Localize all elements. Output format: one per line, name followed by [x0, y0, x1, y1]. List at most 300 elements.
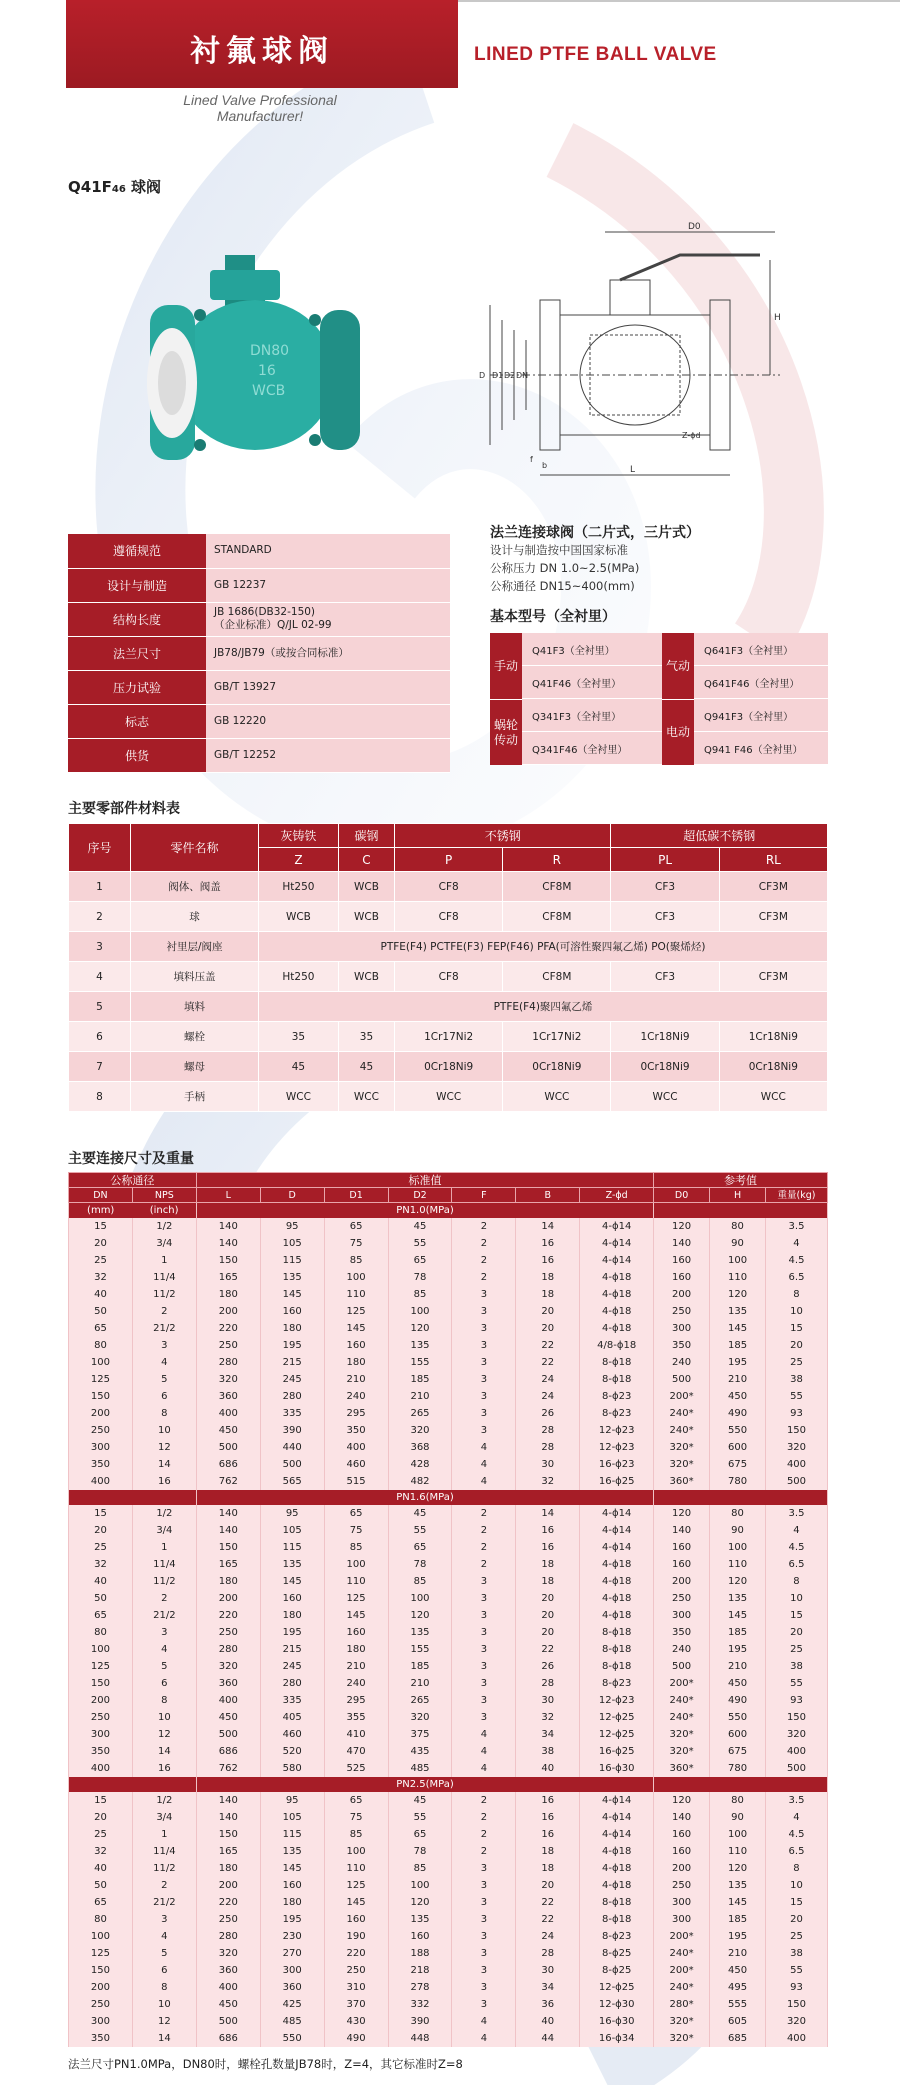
dims-cell: 4-ϕ18 — [580, 1303, 654, 1320]
spec-key: 压力试验 — [68, 670, 206, 704]
dims-cell: 565 — [260, 1473, 324, 1490]
materials-cell: WCB — [338, 902, 394, 932]
dims-cell: 120 — [710, 1860, 766, 1877]
dims-cell: 93 — [765, 1692, 827, 1709]
dims-row — [69, 1607, 828, 1624]
materials-cell: 1Cr17Ni2 — [503, 1022, 611, 1052]
dims-cell: 20 — [516, 1877, 580, 1894]
dims-cell: 240* — [654, 1945, 710, 1962]
dims-cell: 16 — [516, 1809, 580, 1826]
type-cell: Q641F3（全衬里） — [694, 633, 828, 666]
dims-cell: 450 — [710, 1675, 766, 1692]
svg-text:H: H — [774, 313, 781, 323]
dims-cell: 140 — [196, 1792, 260, 1809]
dims-cell: 8-ϕ25 — [580, 1962, 654, 1979]
dims-cell: 80 — [69, 1911, 133, 1928]
model-suffix: 球阀 — [125, 178, 162, 196]
materials-cell: WCB — [338, 962, 394, 992]
dims-cell: 210 — [710, 1658, 766, 1675]
dims-cell: 4-ϕ14 — [580, 1809, 654, 1826]
dims-cell: 195 — [260, 1624, 324, 1641]
materials-cell: CF8 — [395, 872, 503, 902]
band-spacer — [69, 1203, 197, 1219]
dims-cell: 16-ϕ23 — [580, 1456, 654, 1473]
header-rule — [458, 0, 900, 2]
dims-cell: 160 — [260, 1590, 324, 1607]
materials-cell: CF8M — [503, 872, 611, 902]
dims-cell: 2 — [452, 1269, 516, 1286]
dims-cell: 160 — [654, 1252, 710, 1269]
materials-row — [69, 932, 828, 962]
dims-row — [69, 1743, 828, 1760]
dims-cell: 3 — [452, 1286, 516, 1303]
dims-row — [69, 1860, 828, 1877]
dims-cell: 3 — [452, 1860, 516, 1877]
dims-cell: 320* — [654, 1726, 710, 1743]
dims-cell: 4-ϕ14 — [580, 1792, 654, 1809]
dims-cell: 4 — [132, 1354, 196, 1371]
dims-cell: 240* — [654, 1405, 710, 1422]
dims-cell: 200 — [196, 1590, 260, 1607]
dims-cell: 265 — [388, 1405, 452, 1422]
dims-cell: 120 — [388, 1894, 452, 1911]
dims-cell: 145 — [324, 1894, 388, 1911]
dims-cell: 6 — [132, 1962, 196, 1979]
dims-cell: 20 — [765, 1911, 827, 1928]
materials-title: 主要零部件材料表 — [68, 801, 180, 817]
dims-cell: 450 — [196, 1709, 260, 1726]
dims-cell: 90 — [710, 1522, 766, 1539]
flange-valve-title: 法兰连接球阀（二片式，三片式） — [490, 525, 700, 541]
dims-cell: 320 — [196, 1945, 260, 1962]
dims-cell: 120 — [654, 1218, 710, 1235]
dims-cell: 40 — [516, 1760, 580, 1777]
model-prefix: Q41F — [68, 178, 112, 196]
dims-cell: 4 — [132, 1928, 196, 1945]
dims-cell: 8-ϕ18 — [580, 1624, 654, 1641]
dims-cell: 8 — [765, 1860, 827, 1877]
dims-cell: 350 — [69, 1743, 133, 1760]
dims-cell: 250 — [196, 1624, 260, 1641]
dims-cell: 4-ϕ14 — [580, 1505, 654, 1522]
dims-cell: 180 — [260, 1894, 324, 1911]
dims-cell: 145 — [324, 1320, 388, 1337]
svg-text:b: b — [542, 461, 548, 470]
dims-cell: 65 — [324, 1792, 388, 1809]
dims-cell: 3 — [452, 1692, 516, 1709]
col-header: 不锈钢 — [395, 824, 611, 848]
type-cell: Q941F3（全衬里） — [694, 699, 828, 732]
dims-header-standard: 标准值 — [196, 1173, 653, 1188]
materials-cell: WCC — [611, 1082, 719, 1112]
dims-cell: 16 — [516, 1826, 580, 1843]
dims-cell: 320* — [654, 2013, 710, 2030]
dims-cell: 22 — [516, 1641, 580, 1658]
dims-cell: 65 — [388, 1539, 452, 1556]
dims-row — [69, 1675, 828, 1692]
dims-row — [69, 1456, 828, 1473]
type-cell: Q341F46（全衬里） — [522, 732, 662, 765]
dims-cell: 210 — [324, 1658, 388, 1675]
spec-value: JB78/JB79（或按合同标准） — [206, 636, 450, 670]
dims-cell: 400 — [69, 1473, 133, 1490]
dims-cell: 125 — [69, 1371, 133, 1388]
tagline-line-2: Manufacturer! — [216, 108, 304, 124]
spec-row — [68, 602, 450, 636]
dims-cell: 25 — [765, 1354, 827, 1371]
materials-cell: 螺母 — [131, 1052, 259, 1082]
dims-col: B — [516, 1188, 580, 1203]
dims-cell: 135 — [710, 1877, 766, 1894]
dims-cell: 500 — [196, 1439, 260, 1456]
dims-cell: 300 — [654, 1911, 710, 1928]
dims-cell: 3 — [452, 1996, 516, 2013]
dims-title: 主要连接尺寸及重量 — [68, 1151, 194, 1167]
dims-cell: 5 — [132, 1658, 196, 1675]
dims-row — [69, 1473, 828, 1490]
worm-label-line-2: 传动 — [493, 732, 518, 747]
valve-product-image — [130, 245, 390, 475]
dims-header-row — [69, 1173, 828, 1188]
dims-cell: 240 — [324, 1675, 388, 1692]
dims-cell: 160 — [654, 1269, 710, 1286]
dims-ref-col: D0 — [654, 1188, 710, 1203]
dims-cell: 110 — [324, 1286, 388, 1303]
materials-row — [69, 1022, 828, 1052]
dims-cell: 30 — [516, 1962, 580, 1979]
dims-cell: 5 — [132, 1945, 196, 1962]
dims-row — [69, 1388, 828, 1405]
dims-cell: 38 — [516, 1743, 580, 1760]
dims-cell: 440 — [260, 1439, 324, 1456]
dims-cell: 80 — [69, 1337, 133, 1354]
col-code: C — [338, 848, 394, 872]
col-header: 灰铸铁 — [259, 824, 339, 848]
materials-cell: CF8 — [395, 902, 503, 932]
dims-cell: 355 — [324, 1709, 388, 1726]
dims-cell: 240 — [654, 1354, 710, 1371]
spec-row — [68, 704, 450, 738]
dims-header-dn-unit: (mm) — [87, 1205, 115, 1216]
dims-cell: 500 — [260, 1456, 324, 1473]
dims-row — [69, 1269, 828, 1286]
dims-row — [69, 1962, 828, 1979]
dims-cell: 150 — [69, 1675, 133, 1692]
dims-cell: 80 — [710, 1218, 766, 1235]
dims-cell: 180 — [196, 1286, 260, 1303]
dims-row — [69, 1235, 828, 1252]
dims-cell: 4-ϕ18 — [580, 1843, 654, 1860]
dims-cell: 4-ϕ14 — [580, 1539, 654, 1556]
dims-cell: 320* — [654, 2030, 710, 2047]
dims-cell: 115 — [260, 1826, 324, 1843]
materials-cell: WCC — [719, 1082, 827, 1112]
dims-row — [69, 1539, 828, 1556]
dims-cell: 28 — [516, 1675, 580, 1692]
dims-cell: 780 — [710, 1473, 766, 1490]
materials-cell: 1Cr18Ni9 — [719, 1022, 827, 1052]
col-code: PL — [611, 848, 719, 872]
dims-cell: 8 — [132, 1405, 196, 1422]
dims-cell: 390 — [260, 1422, 324, 1439]
dims-cell: 180 — [196, 1860, 260, 1877]
dims-cell: 500 — [765, 1760, 827, 1777]
dims-row — [69, 1911, 828, 1928]
dims-row — [69, 1303, 828, 1320]
materials-cell: 45 — [259, 1052, 339, 1082]
dims-cell: 140 — [196, 1505, 260, 1522]
dims-cell: 16-ϕ25 — [580, 1473, 654, 1490]
dims-cell: 85 — [388, 1860, 452, 1877]
dims-cell: 185 — [388, 1658, 452, 1675]
dims-cell: 4-ϕ18 — [580, 1269, 654, 1286]
dims-cell: 165 — [196, 1843, 260, 1860]
spec-key: 供货 — [68, 738, 206, 772]
materials-cell: CF3 — [611, 872, 719, 902]
dims-cell: 135 — [388, 1911, 452, 1928]
dims-cell: 320* — [654, 1743, 710, 1760]
dims-cell: 240 — [324, 1388, 388, 1405]
dims-cell: 160 — [324, 1337, 388, 1354]
dims-cell: 2 — [132, 1303, 196, 1320]
dims-row — [69, 1218, 828, 1235]
dims-cell: 12-ϕ25 — [580, 1709, 654, 1726]
dims-cell: 1/2 — [132, 1218, 196, 1235]
dims-row — [69, 1371, 828, 1388]
dims-cell: 12 — [132, 1726, 196, 1743]
dims-cell: 185 — [710, 1624, 766, 1641]
dims-cell: 250 — [654, 1303, 710, 1320]
dims-cell: 210 — [324, 1371, 388, 1388]
dims-cell: 2 — [452, 1826, 516, 1843]
materials-cell: CF3 — [611, 902, 719, 932]
spec-key: 结构长度 — [68, 602, 206, 636]
dims-body — [69, 1203, 828, 2048]
dims-cell: 4 — [452, 1760, 516, 1777]
dims-cell: 110 — [710, 1556, 766, 1573]
materials-cell: WCB — [259, 902, 339, 932]
dims-cell: 3 — [452, 1337, 516, 1354]
dims-cell: 10 — [132, 1709, 196, 1726]
dims-cell: 3 — [452, 1303, 516, 1320]
dims-row — [69, 1792, 828, 1809]
dims-cell: 200 — [196, 1877, 260, 1894]
dims-cell: 280 — [260, 1388, 324, 1405]
dims-row — [69, 1337, 828, 1354]
dims-ref-col: H — [710, 1188, 766, 1203]
dims-cell: 3 — [452, 1709, 516, 1726]
dims-cell: 16 — [516, 1235, 580, 1252]
dims-cell: 105 — [260, 1809, 324, 1826]
dims-cell: 140 — [654, 1522, 710, 1539]
dims-cell: 160 — [324, 1624, 388, 1641]
svg-text:D2: D2 — [504, 371, 516, 380]
worm-label-line-1: 蜗轮 — [493, 717, 518, 732]
dims-cell: 350 — [654, 1624, 710, 1641]
dims-cell: 15 — [69, 1505, 133, 1522]
dims-row — [69, 1320, 828, 1337]
dims-cell: 485 — [260, 2013, 324, 2030]
dims-cell: 360 — [196, 1675, 260, 1692]
dims-cell: 3 — [452, 1573, 516, 1590]
dims-cell: 100 — [69, 1928, 133, 1945]
pressure-band-label: PN2.5(MPa) — [196, 1777, 653, 1792]
dims-cell: 100 — [324, 1843, 388, 1860]
dims-cell: 20 — [516, 1607, 580, 1624]
dims-row — [69, 1573, 828, 1590]
materials-cell: WCC — [259, 1082, 339, 1112]
dims-cell: 14 — [516, 1505, 580, 1522]
dims-cell: 125 — [324, 1590, 388, 1607]
dims-cell: 165 — [196, 1269, 260, 1286]
dims-row — [69, 1726, 828, 1743]
dims-cell: 38 — [765, 1371, 827, 1388]
dims-cell: 105 — [260, 1235, 324, 1252]
dims-cell: 495 — [710, 1979, 766, 1996]
materials-cell: 0Cr18Ni9 — [611, 1052, 719, 1082]
dims-cell: 450 — [710, 1962, 766, 1979]
dims-cell: 245 — [260, 1371, 324, 1388]
dims-cell: 215 — [260, 1354, 324, 1371]
dims-cell: 18 — [516, 1556, 580, 1573]
materials-cell: 手柄 — [131, 1082, 259, 1112]
dims-header-row — [69, 1188, 828, 1203]
dims-cell: 20 — [765, 1624, 827, 1641]
dims-cell: 685 — [710, 2030, 766, 2047]
dims-cell: 120 — [654, 1792, 710, 1809]
dims-cell: 200 — [69, 1979, 133, 1996]
dims-cell: 135 — [388, 1337, 452, 1354]
dims-cell: 160 — [654, 1826, 710, 1843]
header-tagline — [160, 92, 360, 124]
dims-cell: 145 — [324, 1607, 388, 1624]
dims-row — [69, 2030, 828, 2047]
dims-cell: 30 — [516, 1456, 580, 1473]
dims-cell: 3 — [452, 1607, 516, 1624]
type-cell: Q41F46（全衬里） — [522, 666, 662, 699]
dims-cell: 110 — [710, 1843, 766, 1860]
dims-cell: 20 — [516, 1303, 580, 1320]
dims-cell: 125 — [69, 1658, 133, 1675]
dims-cell: 6.5 — [765, 1556, 827, 1573]
dims-cell: 4-ϕ18 — [580, 1860, 654, 1877]
dims-cell: 300 — [654, 1607, 710, 1624]
dims-cell: 50 — [69, 1877, 133, 1894]
dims-cell: 218 — [388, 1962, 452, 1979]
svg-text:16: 16 — [258, 363, 276, 379]
dims-row — [69, 1405, 828, 1422]
materials-cell: CF3 — [611, 962, 719, 992]
dims-cell: 3 — [452, 1590, 516, 1607]
dims-col: D1 — [324, 1188, 388, 1203]
svg-text:f: f — [530, 455, 533, 464]
dims-cell: 4 — [452, 2030, 516, 2047]
dims-row — [69, 1556, 828, 1573]
dims-cell: 4-ϕ18 — [580, 1877, 654, 1894]
dims-cell: 3 — [452, 1979, 516, 1996]
dims-cell: 15 — [765, 1894, 827, 1911]
dims-cell: 8-ϕ18 — [580, 1354, 654, 1371]
dims-cell: 16-ϕ30 — [580, 2013, 654, 2030]
dims-cell: 250 — [324, 1962, 388, 1979]
dims-cell: 20 — [765, 1337, 827, 1354]
dims-cell: 65 — [324, 1218, 388, 1235]
dims-cell: 400 — [196, 1979, 260, 1996]
dims-cell: 195 — [710, 1354, 766, 1371]
materials-row — [69, 1052, 828, 1082]
col-header: 超低碳不锈钢 — [611, 824, 828, 848]
dims-cell: 110 — [324, 1573, 388, 1590]
dims-cell: 375 — [388, 1726, 452, 1743]
dims-cell: 520 — [260, 1743, 324, 1760]
dims-cell: 320 — [196, 1658, 260, 1675]
dims-cell: 1/2 — [132, 1792, 196, 1809]
dims-cell: 600 — [710, 1726, 766, 1743]
dims-cell: 160 — [654, 1539, 710, 1556]
valve-technical-drawing — [470, 220, 800, 490]
materials-cell: 35 — [338, 1022, 394, 1052]
svg-text:D0: D0 — [688, 222, 701, 232]
dims-cell: 85 — [388, 1286, 452, 1303]
dims-cell: 2 — [452, 1539, 516, 1556]
dims-cell: 4-ϕ14 — [580, 1252, 654, 1269]
band-spacer — [654, 1203, 828, 1219]
dims-cell: 140 — [196, 1235, 260, 1252]
dims-cell: 370 — [324, 1996, 388, 2013]
dims-cell: 145 — [260, 1573, 324, 1590]
dims-cell: 500 — [654, 1371, 710, 1388]
dims-cell: 85 — [324, 1539, 388, 1556]
dims-cell: 150 — [69, 1388, 133, 1405]
materials-cell: Ht250 — [259, 872, 339, 902]
spec-key: 设计与制造 — [68, 568, 206, 602]
dims-cell: 675 — [710, 1456, 766, 1473]
dims-cell: 3 — [452, 1624, 516, 1641]
dims-cell: 36 — [516, 1996, 580, 2013]
materials-row — [69, 872, 828, 902]
dims-cell: 195 — [260, 1337, 324, 1354]
dims-cell: 135 — [260, 1269, 324, 1286]
dims-cell: 120 — [710, 1573, 766, 1590]
dims-cell: 320 — [765, 2013, 827, 2030]
dims-cell: 686 — [196, 2030, 260, 2047]
dims-cell: 400 — [765, 1743, 827, 1760]
dims-row — [69, 1760, 828, 1777]
dims-cell: 430 — [324, 2013, 388, 2030]
dims-cell: 250 — [69, 1996, 133, 2013]
dims-cell: 210 — [710, 1371, 766, 1388]
dims-cell: 3.5 — [765, 1218, 827, 1235]
materials-cell: 4 — [69, 962, 131, 992]
dims-cell: 185 — [710, 1911, 766, 1928]
dims-cell: 1 — [132, 1539, 196, 1556]
dims-cell: 20 — [69, 1235, 133, 1252]
dims-cell: 180 — [260, 1320, 324, 1337]
materials-cell: PTFE(F4)聚四氟乙烯 — [259, 992, 828, 1022]
dims-cell: 515 — [324, 1473, 388, 1490]
spec-value: STANDARD — [206, 534, 450, 568]
dims-cell: 300 — [654, 1320, 710, 1337]
dims-cell: 90 — [710, 1809, 766, 1826]
dims-cell: 10 — [765, 1303, 827, 1320]
dims-cell: 8-ϕ25 — [580, 1945, 654, 1962]
dims-cell: 4 — [452, 1439, 516, 1456]
dims-cell: 16-ϕ25 — [580, 1743, 654, 1760]
dims-cell: 8-ϕ23 — [580, 1928, 654, 1945]
dims-cell: 200 — [654, 1860, 710, 1877]
dims-cell: 210 — [388, 1388, 452, 1405]
dims-cell: 762 — [196, 1473, 260, 1490]
